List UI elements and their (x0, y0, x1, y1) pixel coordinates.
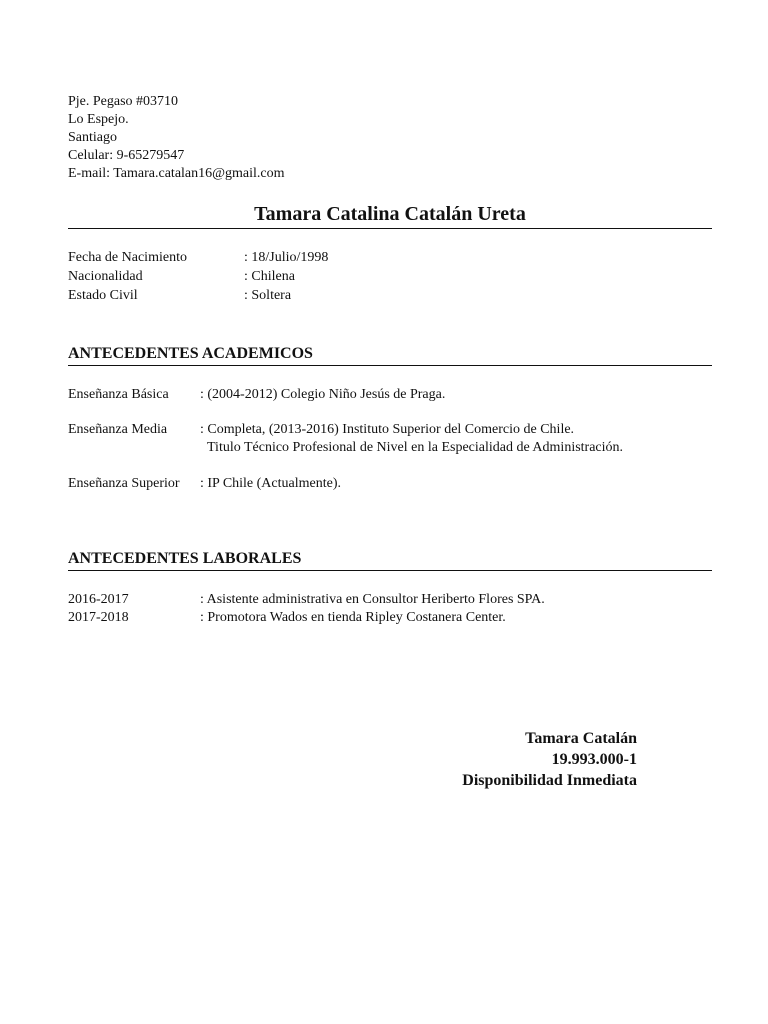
contact-email: E-mail: Tamara.catalan16@gmail.com (68, 166, 285, 181)
personal-value: : Soltera (244, 288, 292, 303)
personal-label: Nacionalidad (68, 269, 143, 284)
work-section-title: ANTECEDENTES LABORALES (68, 550, 302, 567)
personal-label: Fecha de Nacimiento (68, 250, 187, 265)
work-description: : Asistente administrativa en Consultor Heriberto Flores SPA. (200, 592, 545, 607)
academic-label: Enseñanza Media (68, 422, 168, 437)
contact-address: Pje. Pegaso #03710 (68, 94, 179, 109)
signature-name: Tamara Catalán (525, 730, 637, 747)
academic-value: : (2004-2012) Colegio Niño Jesús de Praga. (200, 387, 446, 402)
personal-value: : Chilena (244, 269, 295, 284)
academic-value-detail: Titulo Técnico Profesional de Nivel en la Especialidad de Administración. (207, 440, 624, 455)
contact-block (68, 93, 285, 183)
academic-section-title: ANTECEDENTES ACADEMICOS (68, 345, 313, 362)
personal-value: : 18/Julio/1998 (244, 250, 329, 265)
work-divider (68, 570, 712, 571)
signature-block (462, 728, 637, 791)
candidate-name: Tamara Catalina Catalán Ureta (254, 203, 526, 225)
personal-label: Estado Civil (68, 288, 138, 303)
work-description: : Promotora Wados en tienda Ripley Costanera Center. (200, 610, 506, 625)
academic-divider (68, 365, 712, 366)
academic-label: Enseñanza Básica (68, 387, 169, 402)
academic-value: : IP Chile (Actualmente). (200, 476, 341, 491)
contact-city: Santiago (68, 130, 117, 145)
signature-rut: 19.993.000-1 (551, 751, 637, 768)
signature-availability: Disponibilidad Inmediata (462, 772, 637, 789)
work-period: 2016-2017 (68, 592, 129, 607)
contact-district: Lo Espejo. (68, 112, 129, 127)
name-divider (68, 228, 712, 229)
contact-phone: Celular: 9-65279547 (68, 148, 185, 163)
work-period: 2017-2018 (68, 610, 129, 625)
academic-label: Enseñanza Superior (68, 476, 180, 491)
academic-value: : Completa, (2013-2016) Instituto Superior del Comercio de Chile. (200, 422, 575, 437)
